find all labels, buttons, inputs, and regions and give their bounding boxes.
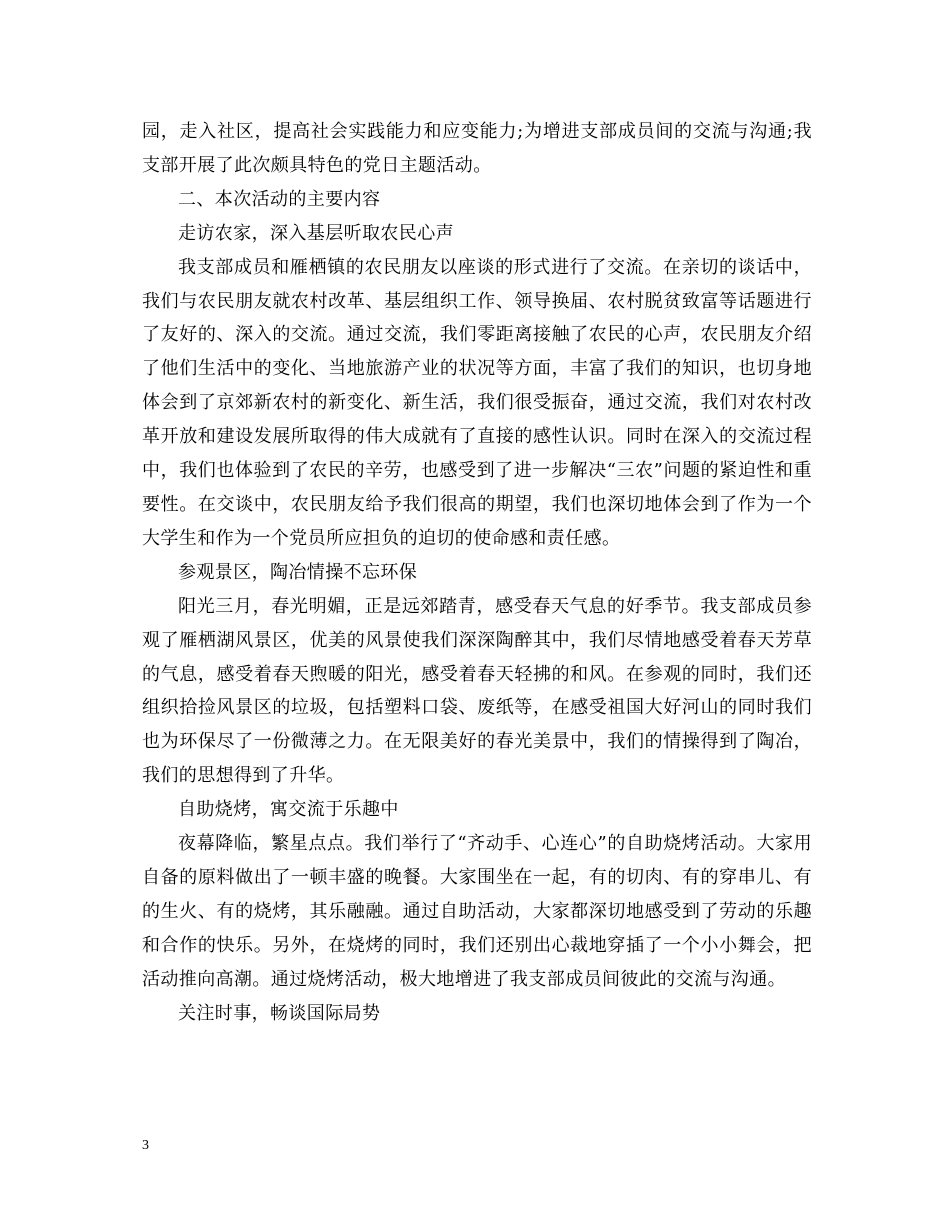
section-heading-main-content: 二、本次活动的主要内容 xyxy=(178,188,381,210)
subheading-barbecue: 自助烧烤，寓交流于乐趣中 xyxy=(178,799,399,821)
page-number: 3 xyxy=(142,1138,149,1153)
paragraph-visit-farmers: 我支部成员和雁栖镇的农民朋友以座谈的形式进行了交流。在亲切的谈话中，我们与农民朋友就农村改革、基层组织工作、领导换届、农村脱贫致富等话题进行了友好的、深入的交流。通过交流，我们零距离接触了农民的心声，农民朋友介绍了他们生活中的变化、当地旅游产业的状况等方面，丰富了我们的知识，也切身地体会到了京郊新农村的新变化、新生活，我们很受振奋，通过交流，我们对农村改革开放和建设发展所取得的伟大成就有了直接的感性认识。同时在深入的交流过程中，我们也体验到了农民的辛劳，也感受到了进一步解决“三农”问题的紧迫性和重要性。在交谈中，农民朋友给予我们很高的期望，我们也深切地体会到了作为一个大学生和作为一个党员所应担负的迫切的使命感和责任感。 xyxy=(142,256,812,549)
subheading-current-affairs: 关注时事，畅谈国际局势 xyxy=(178,1002,381,1024)
subheading-visit-farmers: 走访农家，深入基层听取农民心声 xyxy=(178,222,454,244)
paragraph-scenic-area: 阳光三月，春光明媚，正是远郊踏青，感受春天气息的好季节。我支部成员参观了雁栖湖风景区，优美的风景使我们深深陶醉其中，我们尽情地感受着春天芳草的气息，感受着春天煦暖的阳光，感受着春天轻拂的和风。在参观的同时，我们还组织拾捡风景区的垃圾，包括塑料口袋、废纸等，在感受祖国大好河山的同时我们也为环保尽了一份微薄之力。在无限美好的春光美景中，我们的情操得到了陶冶，我们的思想得到了升华。 xyxy=(142,595,812,787)
body-text xyxy=(142,115,812,1030)
paragraph-barbecue: 夜幕降临，繁星点点。我们举行了“齐动手、心连心”的自助烧烤活动。大家用自备的原料做出了一顿丰盛的晚餐。大家围坐在一起，有的切肉、有的穿串儿、有的生火、有的烧烤，其乐融融。通过自助活动，大家都深切地感受到了劳动的乐趣和合作的快乐。另外，在烧烤的同时，我们还别出心裁地穿插了一个小小舞会，把活动推向高潮。通过烧烤活动，极大地增进了我支部成员间彼此的交流与沟通。 xyxy=(142,833,812,990)
paragraph-continuation: 园，走入社区，提高社会实践能力和应变能力;为增进支部成员间的交流与沟通;我支部开展了此次颇具特色的党日主题活动。 xyxy=(142,121,812,176)
subheading-scenic-area: 参观景区，陶冶情操不忘环保 xyxy=(178,561,418,583)
